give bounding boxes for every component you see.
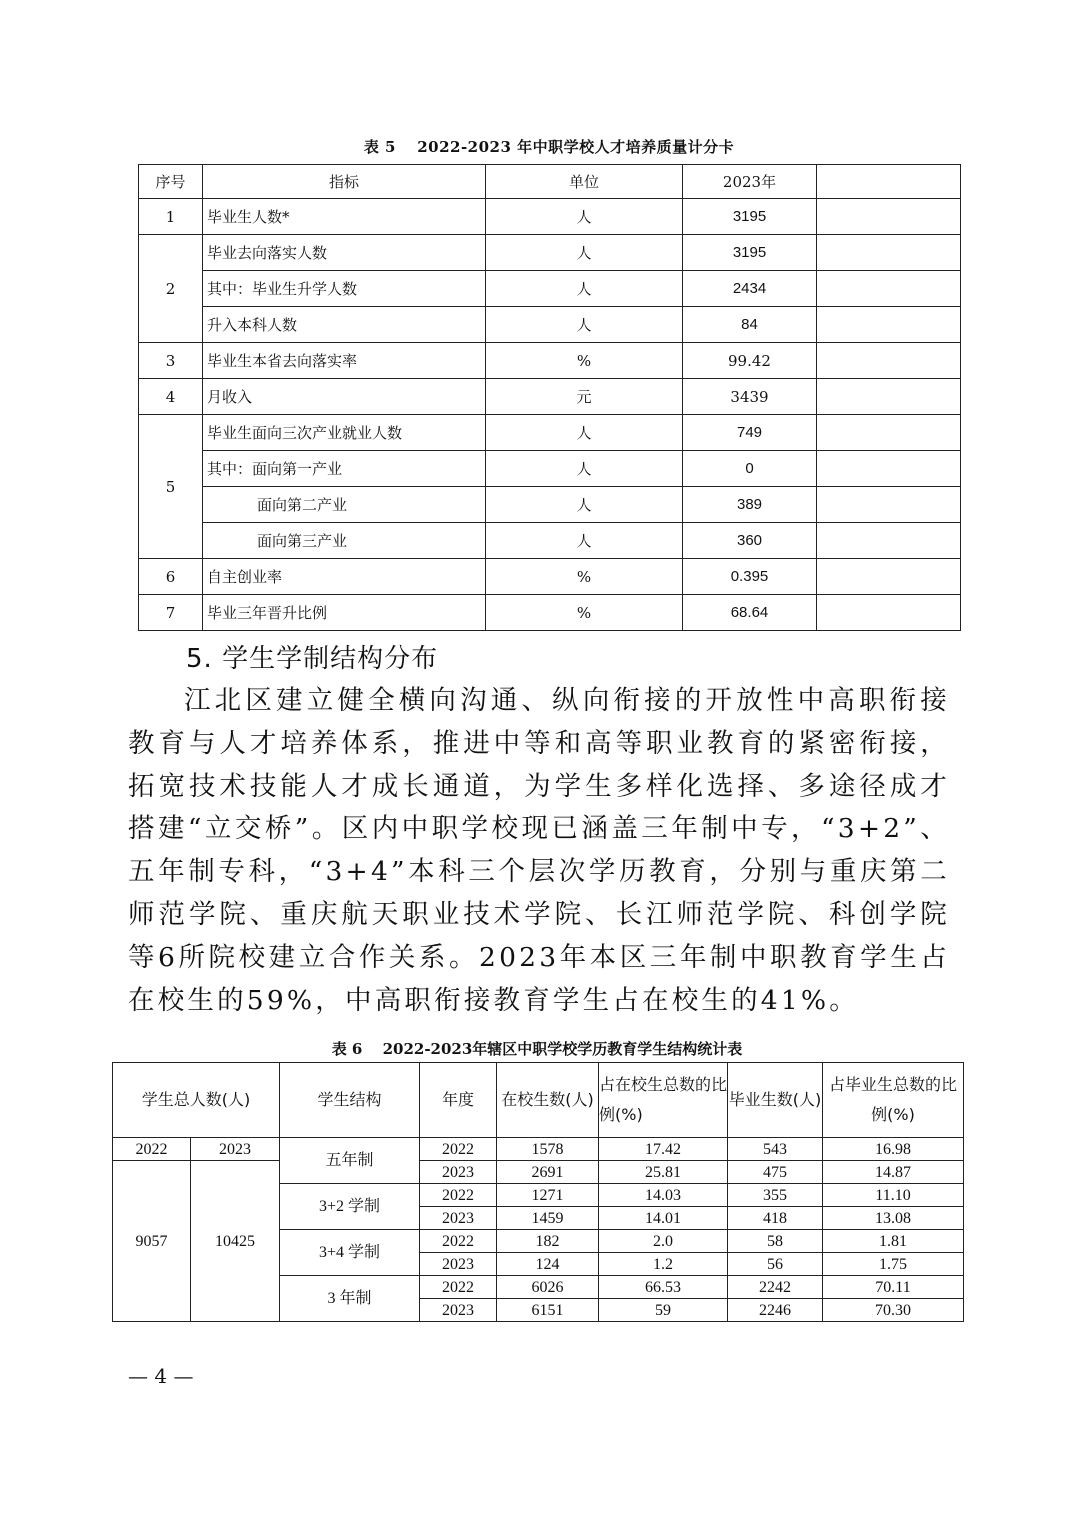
row-blank: [817, 199, 961, 235]
row-indicator: 升入本科人数: [203, 307, 486, 343]
cell-graduates: 543: [728, 1138, 823, 1161]
header-year: 年度: [420, 1063, 497, 1138]
table-row: [139, 379, 961, 415]
cell-year: 2022: [420, 1276, 497, 1299]
row-value: 0: [683, 451, 817, 487]
table6-header-row: [113, 1063, 964, 1138]
row-blank: [817, 415, 961, 451]
row-blank: [817, 559, 961, 595]
row-value: 99.42: [683, 343, 817, 379]
table-row: [139, 523, 961, 559]
section-heading: 5. 学生学制结构分布: [186, 644, 439, 674]
row-blank: [817, 379, 961, 415]
table6-caption: 表 6 2022-2023年辖区中职学校学历教育学生结构统计表: [331, 1040, 743, 1058]
row-unit: %: [486, 595, 683, 631]
row-unit: 人: [486, 451, 683, 487]
row-indicator: 面向第三产业: [203, 523, 486, 559]
cell-graduates: 56: [728, 1253, 823, 1276]
cell-enrolled-pct: 1.2: [599, 1253, 728, 1276]
header-unit: 单位: [486, 165, 683, 199]
cell-graduates-pct: 70.11: [823, 1276, 964, 1299]
row-value: 389: [683, 487, 817, 523]
table5-quality-scorecard: [138, 164, 961, 631]
row-blank: [817, 523, 961, 559]
header-2023: 2023年: [683, 165, 817, 199]
row-indicator: 其中：毕业生升学人数: [203, 271, 486, 307]
row-indicator: 毕业生面向三次产业就业人数: [203, 415, 486, 451]
row-value: 360: [683, 523, 817, 559]
table5-caption: 表 5 2022-2023 年中职学校人才培养质量计分卡: [363, 138, 735, 156]
body-paragraph: 江北区建立健全横向沟通、纵向衔接的开放性中高职衔接教育与人才培养体系，推进中等和高等职业教育的紧密衔接，拓宽技术技能人才成长通道，为学生多样化选择、多途径成才搭建“立交桥”。区内中职学校现已涵盖三年制中专，“3+2”、五年制专科，“3+4”本科三个层次学历教育，分别与重庆第二师范学院、重庆航天职业技术学院、长江师范学院、科创学院等6所院校建立合作关系。2023年本区三年制中职教育学生占在校生的59%，中高职衔接教育学生占在校生的41%。: [128, 685, 950, 1016]
row-blank: [817, 487, 961, 523]
table6-student-structure: [112, 1062, 964, 1322]
row-unit: 人: [486, 307, 683, 343]
cell-year: 2023: [420, 1299, 497, 1322]
row-indicator: 毕业生本省去向落实率: [203, 343, 486, 379]
row-value: 749: [683, 415, 817, 451]
structure-name: 3+4 学制: [280, 1230, 420, 1276]
cell-graduates: 2246: [728, 1299, 823, 1322]
row-unit: %: [486, 343, 683, 379]
cell-enrolled-pct: 59: [599, 1299, 728, 1322]
header-total: 学生总人数(人): [113, 1063, 280, 1138]
cell-graduates-pct: 1.81: [823, 1230, 964, 1253]
header-no: 序号: [139, 165, 203, 199]
header-structure: 学生结构: [280, 1063, 420, 1138]
row-unit: 人: [486, 235, 683, 271]
cell-enrolled-pct: 17.42: [599, 1138, 728, 1161]
row-indicator: 毕业生人数*: [203, 199, 486, 235]
total-2023: 10425: [191, 1161, 280, 1322]
table-row: [139, 199, 961, 235]
cell-enrolled-pct: 25.81: [599, 1161, 728, 1184]
row-indicator: 月收入: [203, 379, 486, 415]
cell-enrolled-pct: 14.03: [599, 1184, 728, 1207]
cell-graduates: 475: [728, 1161, 823, 1184]
cell-graduates-pct: 14.87: [823, 1161, 964, 1184]
cell-year: 2023: [420, 1253, 497, 1276]
header-graduates: 毕业生数(人): [728, 1063, 823, 1138]
row-unit: 人: [486, 487, 683, 523]
cell-enrolled: 1459: [497, 1207, 599, 1230]
header-empty: [817, 165, 961, 199]
row-value: 3439: [683, 379, 817, 415]
cell-graduates: 2242: [728, 1276, 823, 1299]
cell-year: 2023: [420, 1161, 497, 1184]
row-value: 84: [683, 307, 817, 343]
table-row: [139, 559, 961, 595]
row-no: 6: [139, 559, 203, 595]
cell-graduates-pct: 70.30: [823, 1299, 964, 1322]
header-enrolled-pct: 占在校生总数的比例(%): [599, 1063, 728, 1138]
header-enrolled: 在校生数(人): [497, 1063, 599, 1138]
row-unit: 人: [486, 415, 683, 451]
row-indicator: 毕业去向落实人数: [203, 235, 486, 271]
cell-graduates: 418: [728, 1207, 823, 1230]
total-year-2023: 2023: [191, 1138, 280, 1161]
row-blank: [817, 271, 961, 307]
cell-enrolled: 2691: [497, 1161, 599, 1184]
table-row: [113, 1138, 964, 1161]
row-no: 4: [139, 379, 203, 415]
row-no: 7: [139, 595, 203, 631]
structure-name: 3+2 学制: [280, 1184, 420, 1230]
row-unit: 元: [486, 379, 683, 415]
row-indicator: 毕业三年晋升比例: [203, 595, 486, 631]
table-row: [139, 271, 961, 307]
row-unit: %: [486, 559, 683, 595]
cell-enrolled: 1271: [497, 1184, 599, 1207]
cell-enrolled: 6151: [497, 1299, 599, 1322]
cell-graduates-pct: 13.08: [823, 1207, 964, 1230]
cell-enrolled: 124: [497, 1253, 599, 1276]
table-row: [139, 451, 961, 487]
cell-year: 2023: [420, 1207, 497, 1230]
header-indicator: 指标: [203, 165, 486, 199]
row-value: 2434: [683, 271, 817, 307]
row-value: 0.395: [683, 559, 817, 595]
row-blank: [817, 343, 961, 379]
total-year-2022: 2022: [113, 1138, 191, 1161]
cell-enrolled-pct: 2.0: [599, 1230, 728, 1253]
structure-name: 3 年制: [280, 1276, 420, 1322]
row-blank: [817, 235, 961, 271]
row-unit: 人: [486, 271, 683, 307]
cell-enrolled-pct: 14.01: [599, 1207, 728, 1230]
cell-graduates-pct: 1.75: [823, 1253, 964, 1276]
row-no: 5: [139, 415, 203, 559]
cell-year: 2022: [420, 1184, 497, 1207]
row-no: 3: [139, 343, 203, 379]
cell-year: 2022: [420, 1138, 497, 1161]
table-row: [139, 343, 961, 379]
table-row: [113, 1161, 964, 1184]
row-no: 1: [139, 199, 203, 235]
header-graduates-pct: 占毕业生总数的比例(%): [823, 1063, 964, 1138]
row-indicator: 自主创业率: [203, 559, 486, 595]
row-unit: 人: [486, 199, 683, 235]
cell-enrolled: 6026: [497, 1276, 599, 1299]
cell-enrolled: 1578: [497, 1138, 599, 1161]
row-indicator: 面向第二产业: [203, 487, 486, 523]
table5-header-row: [139, 165, 961, 199]
row-blank: [817, 307, 961, 343]
row-no: 2: [139, 235, 203, 343]
row-indicator: 其中：面向第一产业: [203, 451, 486, 487]
cell-graduates: 58: [728, 1230, 823, 1253]
structure-name: 五年制: [280, 1138, 420, 1184]
cell-enrolled-pct: 66.53: [599, 1276, 728, 1299]
table-row: [139, 307, 961, 343]
cell-graduates-pct: 16.98: [823, 1138, 964, 1161]
table-row: [139, 415, 961, 451]
table-row: [139, 595, 961, 631]
row-blank: [817, 595, 961, 631]
table-row: [139, 235, 961, 271]
total-2022: 9057: [113, 1161, 191, 1322]
page-number: — 4 —: [128, 1364, 194, 1388]
row-value: 68.64: [683, 595, 817, 631]
row-value: 3195: [683, 235, 817, 271]
table-row: [139, 487, 961, 523]
cell-graduates-pct: 11.10: [823, 1184, 964, 1207]
row-value: 3195: [683, 199, 817, 235]
row-unit: 人: [486, 523, 683, 559]
row-blank: [817, 451, 961, 487]
cell-graduates: 355: [728, 1184, 823, 1207]
cell-year: 2022: [420, 1230, 497, 1253]
cell-enrolled: 182: [497, 1230, 599, 1253]
